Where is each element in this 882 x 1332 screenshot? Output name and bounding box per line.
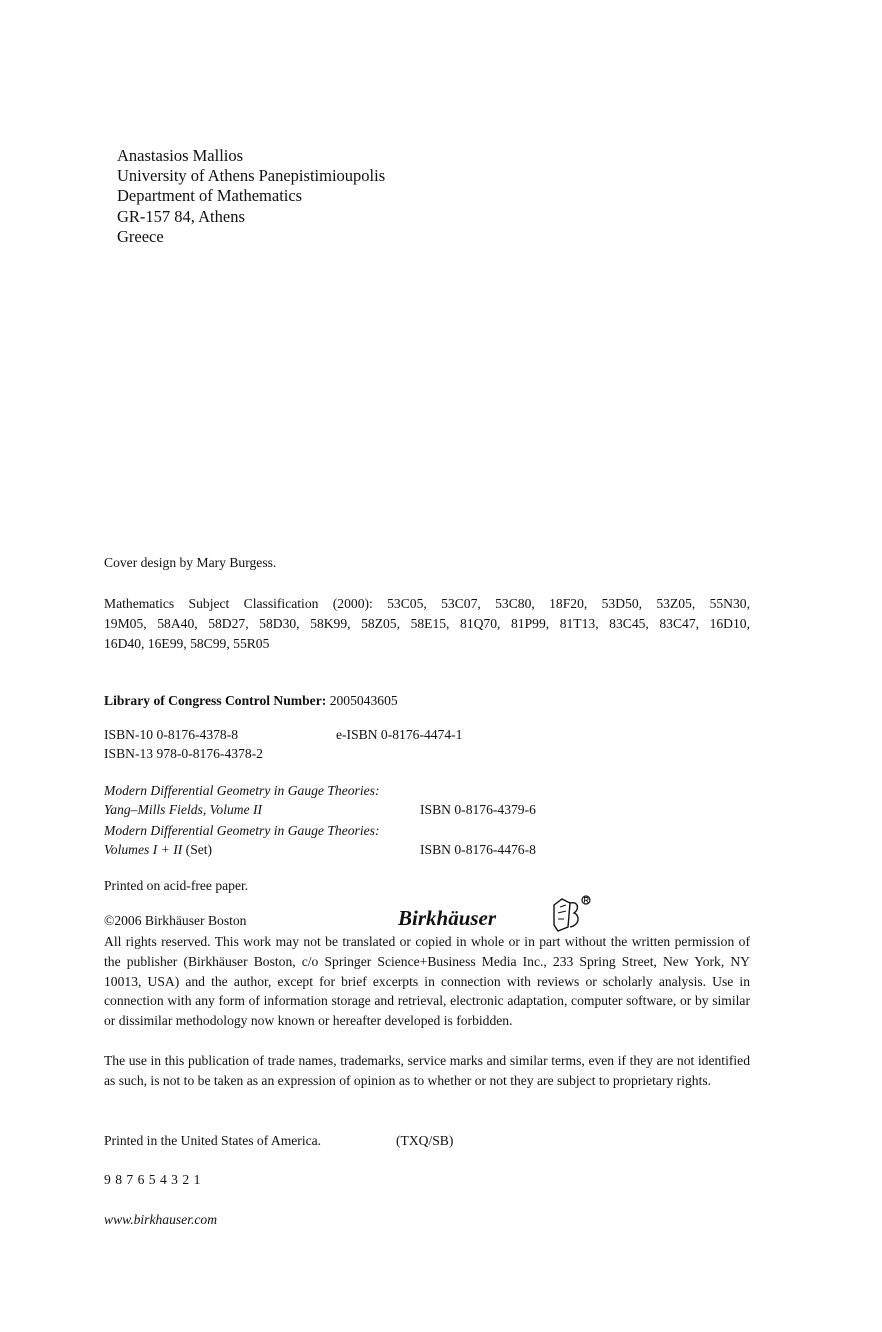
related-subtitle: Yang–Mills Fields, Volume II <box>104 802 263 817</box>
related-volumes <box>104 781 604 859</box>
isbn-block <box>104 725 604 763</box>
author-department: Department of Mathematics <box>117 186 303 206</box>
e-isbn: e-ISBN 0-8176-4474-1 <box>336 727 463 742</box>
print-code: (TXQ/SB) <box>396 1133 454 1148</box>
author-address <box>117 146 385 247</box>
isbn-13: ISBN-13 978-0-8176-4378-2 <box>104 746 263 761</box>
publisher-logo-icon <box>548 893 592 937</box>
printing-number-line: 9 8 7 6 5 4 3 2 1 <box>104 1172 201 1187</box>
author-country: Greece <box>117 226 164 246</box>
related-subtitle-suffix: (Set) <box>182 842 213 857</box>
msc-line: 19M05, 58A40, 58D27, 58D30, 58K99, 58Z05, 58E15, 81Q70, 81P99, 81T13, 83C45, 83C47, 16D10, <box>104 615 750 631</box>
related-title: Modern Differential Geometry in Gauge Theories: <box>104 823 380 838</box>
acid-free-note: Printed on acid-free paper. <box>104 878 249 893</box>
rights-paragraph: All rights reserved. This work may not be translated or copied in whole or in part without the written permission of the publisher (Birkhäuser Boston, c/o Springer Science+Business Media Inc., 233 Spring Street, New York, NY 10013, USA) and the author, except for brief excerpts in connection with reviews or scholarly analysis. Use in connection with any form of information storage and retrieval, electronic adaptation, computer software, or by similar or dissimilar methodology now known or hereafter developed is forbidden. <box>104 934 750 1029</box>
printed-in-country: Printed in the United States of America. <box>104 1133 322 1148</box>
msc-line: 16D40, 16E99, 58C99, 55R05 <box>104 635 270 651</box>
related-isbn: ISBN 0-8176-4476-8 <box>420 842 536 857</box>
subject-classification <box>104 594 750 653</box>
related-title: Modern Differential Geometry in Gauge Theories: <box>104 783 380 798</box>
msc-line: Mathematics Subject Classification (2000): 53C05, 53C07, 53C80, 18F20, 53D50, 53Z05, 55N30, <box>104 596 750 611</box>
printed-in <box>104 1131 604 1150</box>
publisher-logo-wordmark: Birkhäuser <box>398 906 497 930</box>
loc-label: Library of Congress Control Number: <box>104 693 327 708</box>
loc-control-number <box>104 691 398 711</box>
publisher-website[interactable]: www.birkhauser.com <box>104 1212 218 1227</box>
author-city: GR-157 84, Athens <box>117 206 245 226</box>
related-subtitle: Volumes I + II <box>104 842 183 857</box>
cover-design-credit: Cover design by Mary Burgess. <box>104 555 277 570</box>
isbn-10: ISBN-10 0-8176-4378-8 <box>104 727 239 742</box>
related-isbn: ISBN 0-8176-4379-6 <box>420 802 536 817</box>
copyright-notice: ©2006 Birkhäuser Boston <box>104 913 247 928</box>
author-name: Anastasios Mallios <box>117 146 244 165</box>
trademark-paragraph: The use in this publication of trade names, trademarks, service marks and similar terms, even if they are not identified as such, is not to be taken as an expression of opinion as to whether or not they are subject to proprietary rights. <box>104 1053 750 1088</box>
author-institution: University of Athens Panepistimioupolis <box>117 166 386 186</box>
loc-value: 2005043605 <box>329 693 398 708</box>
